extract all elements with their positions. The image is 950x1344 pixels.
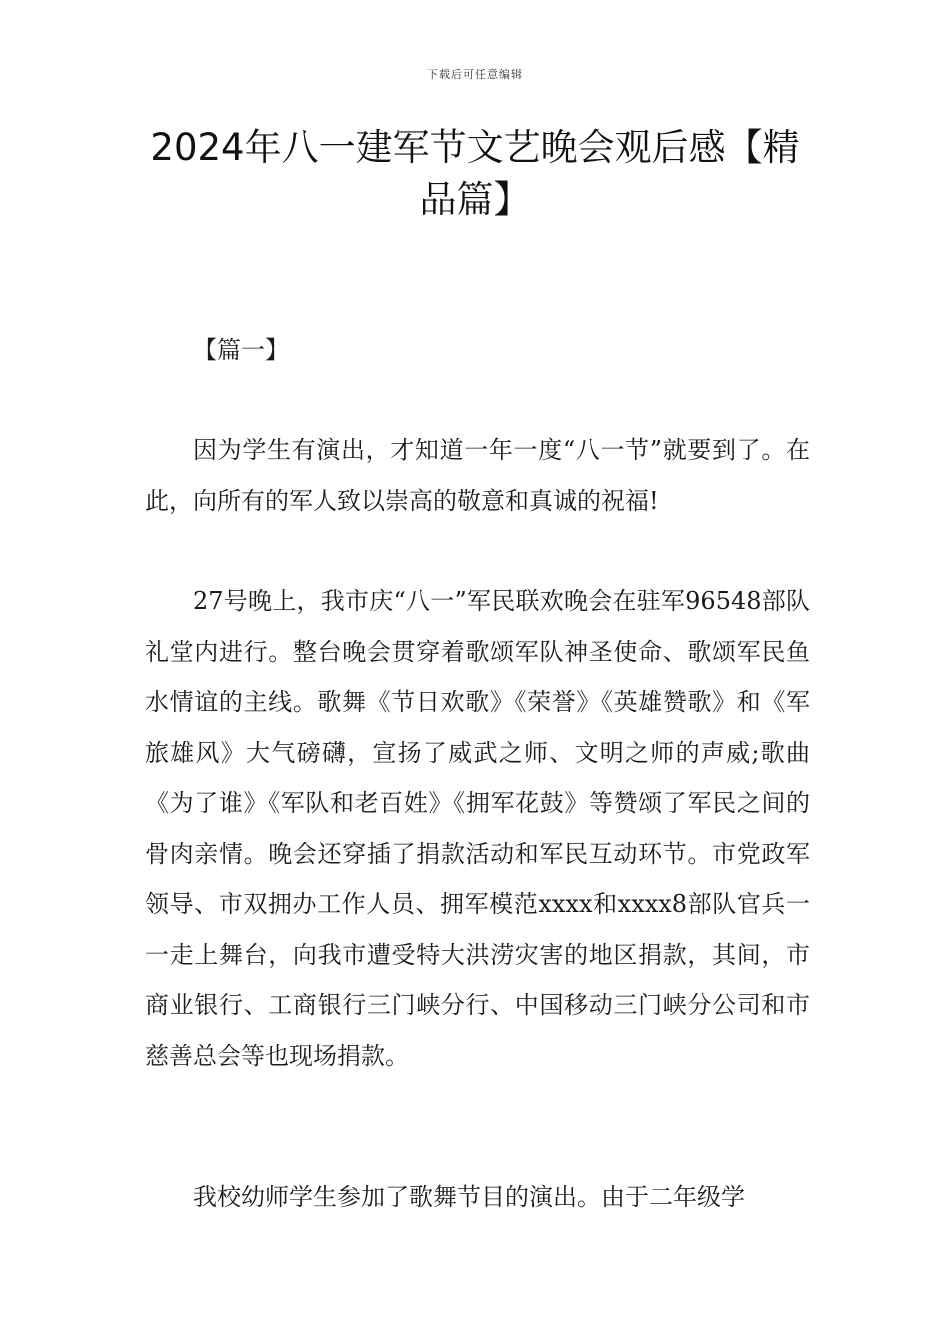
header-note: 下载后可任意编辑 <box>427 68 523 81</box>
paragraph-2: 27号晚上，我市庆“八一”军民联欢晚会在驻军96548部队礼堂内进行。整台晚会贯穿着歌颂军队神圣使命、歌颂军民鱼水情谊的主线。歌舞《节日欢歌》《荣誉》《英雄赞歌》和《军旅雄风》大气磅礴，宣扬了威武之师、文明之师的声威;歌曲《为了谁》《军队和老百姓》《拥军花鼓》等赞颂了军民之间的骨肉亲情。晚会还穿插了捐款活动和军民互动环节。市党政军领导、市双拥办工作人员、拥军模范xxxx和xxxx8部队官兵一一走上舞台，向我市遭受特大洪涝灾害的地区捐款，其间，市商业银行、工商银行三门峡分行、中国移动三门峡分公司和市慈善总会等也现场捐款。 <box>145 587 810 1070</box>
paragraph-3: 我校幼师学生参加了歌舞节目的演出。由于二年级学 <box>193 1183 745 1211</box>
document-title: 2024年八一建军节文艺晚会观后感【精品篇】 <box>150 126 800 221</box>
paragraph-1: 因为学生有演出，才知道一年一度“八一节”就要到了。在此，向所有的军人致以崇高的敬意和真诚的祝福! <box>145 436 810 515</box>
section-heading: 【篇一】 <box>193 336 289 364</box>
